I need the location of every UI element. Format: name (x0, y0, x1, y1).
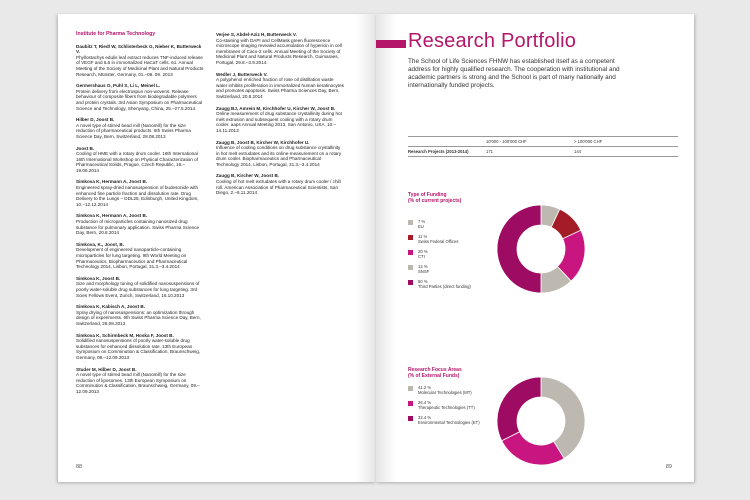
right-page (376, 14, 694, 482)
focus-donut-chart (496, 376, 586, 466)
publication-text: Influence of cooling conditions on drug substance crystallinity in hot melt extrudates and its online-measurement on a rotary drum cooler. Biopharmaceutics and Pharmaceutical Technology 2014, Lisbon, Portugal, 31.3.–3.4.2014 (216, 145, 342, 167)
legend-label: Third Parties (direct funding) (418, 284, 471, 289)
legend-label: CTI (418, 254, 425, 259)
publication-entry (76, 146, 204, 174)
publication-entry (216, 173, 344, 195)
publication-entry (76, 213, 204, 235)
page-number-left: 88 (76, 464, 83, 470)
legend-percent: 11 % (418, 234, 428, 239)
legend-swatch (408, 265, 413, 270)
legend-swatch (408, 416, 413, 421)
publication-text: A polyphenol enriched fraction of rose oil distillation waste water inhibits proliferation in immortalized human keratinocytes and promotes apoptosis. Swiss Pharma Sciences Day, Bern, Switzerland, 20.8.2014 (216, 77, 344, 99)
left-column-2 (216, 32, 344, 202)
publication-text: Production of microparticles containing nanosized drug substance for pulmonary application. Swiss Pharma Science Day, Bern, 20.8.2014 (76, 219, 200, 236)
donut-slice-environmental-technologies-et (497, 377, 541, 441)
publication-authors: Simkova K, Joost B. (76, 275, 121, 281)
focus-title (408, 367, 462, 379)
publication-entry (216, 106, 344, 134)
table-rule-bottom (408, 156, 678, 157)
funding-title-line2: (% of current projects) (408, 198, 462, 204)
legend-label: Environmental Technologies (ET) (418, 420, 480, 425)
legend-label: Therapeutic Technologies (TT) (418, 405, 475, 410)
publication-text: Engineered spray-dried nanosuspension of budesonide with enhanced fine particle fraction and dissolution rate. Drug Delivery to the Lungs – DDL25, Edinburgh, United Kingdom, 10.–12.12.2014 (76, 185, 199, 207)
legend-text (418, 415, 480, 425)
legend-text (418, 249, 428, 259)
legend-label: EU (418, 224, 424, 229)
publication-text: A novel type of stirred bead mill (Nanomill) for the size reduction of liposomes. 13th European Symposium on Comminution & Classification, Braunschweig, Germany, 09.–12.09.2013 (76, 372, 200, 394)
legend-label: SNSF (418, 269, 430, 274)
publication-list-1 (76, 44, 204, 395)
legend-label: Molecular Technologies (MT) (418, 390, 472, 395)
publication-text: Cooling of HME with a rotary drum cooler. 16th International 16th International Workshop on Physical Characterization of Pharmaceutical Solids, Prague, Czech Republic, 16.–19.06.2014 (76, 151, 198, 173)
publication-authors: Zaugg BJ, Amrein M, Kirchhofer U, Kircher W, Joost B. (216, 105, 336, 111)
publication-text: Cooling of hot melt extrudates with a rotary drum cooler / chill roll. American Association of Pharmaceutical Scientists, San Diego, 2.–6.11.2014 (216, 179, 341, 196)
funding-title-line1: Type of Funding (408, 192, 447, 198)
donut-slice-therapeutic-technologies-tt (502, 432, 564, 465)
publication-text: Spray drying of nanosuspensions: an optimization through design of experiments. 6th Swiss Pharma Science Day, Bern, Switzerland, 28.08.2013 (76, 309, 201, 326)
focus-title-line1: Research Focus Areas (408, 367, 462, 373)
publication-entry (76, 333, 204, 361)
legend-swatch (408, 220, 413, 225)
legend-percent: 50 % (418, 279, 428, 284)
publication-entry (76, 179, 204, 207)
legend-text (418, 400, 475, 410)
publication-text: Solidified nanosuspensions of poorly water-soluble drug substances for enhanced dissolution rate. 13th European Symposium on Comminution & Classification, Braunschweig, Germany, 09.–12.09.2013 (76, 338, 201, 360)
table-row-label: Research Projects (2013-2014) (408, 149, 469, 154)
publication-entry (76, 44, 204, 78)
legend-swatch (408, 235, 413, 240)
publication-text: Co-staining with DAPI and CellMask green fluorescence microscope imaging revealed accumulation of hypericin in cell membranes of Caco-2 cells. Annual Meeting of the Society of Medicinal Plant and Natural Products Research, Guimaraes, Portugal, 29.8.–3.9.2014. (216, 37, 342, 65)
publication-text: Protein delivery from electrospun non-wovens: Release behaviour of composite fibers from biodegradable polymers and protein crystals. 3rd Asian Symposium on Pharmaceutical Science and Technology, Shenyang, China, 25.–27.5.2014. (76, 88, 203, 111)
table-rule-mid (408, 146, 678, 147)
publication-entry (76, 276, 204, 298)
publication-text: A novel type of stirred bead mill (Nanomill) for the size reduction of pharmaceutical products. 6th Swiss Pharma Science Day, Bern, Switzerland, 28.08.2013 (76, 122, 191, 139)
publication-entry (216, 32, 344, 66)
publication-entry (216, 140, 344, 168)
legend-percent: 41.2 % (418, 385, 432, 390)
publication-text: Phyllostachys edulis leaf extract reduces TNF-induced release of VEGF and IL6 in immortalized HaCaT cells. 61. Annual Meeting of the Society of Medicinal Plant and Natural Products Research, Münster, Germany, 01.–06. 09. 2013 (76, 54, 204, 77)
page-number-right: 89 (665, 464, 672, 470)
institute-heading: Institute for Pharma Technology (76, 31, 156, 37)
funding-donut-chart (496, 204, 586, 294)
publication-authors: Zaugg B, Kircher W, Joost B. (216, 173, 280, 179)
publication-authors: Verjee S, Abdel-Aziz H, Butterweck V. (216, 32, 297, 37)
table-col-header-1: 10'000 - 100'000 CHF (486, 139, 527, 144)
publication-authors: Germershaus O, Puhl S, Li L, Meinel L. (76, 83, 161, 89)
legend-swatch (408, 280, 413, 285)
publication-authors: Simkova, K., Joost, B. (76, 241, 124, 247)
publication-authors: Hilber D, Joost B. (76, 117, 115, 123)
publication-text: Development of engineered nanoparticle-containing microparticles for lung targeting. 9th World Meeting on Pharmaceutics, Biopharmaceutics and Pharmaceutical Technology 2014, Lisbon, Portugal, 31.3.–3.4.2014 (76, 247, 188, 270)
publication-entry (76, 117, 204, 139)
focus-title-line2: (% of External Funds) (408, 373, 460, 379)
accent-bar (376, 40, 406, 48)
publication-authors: Simkova K, Hermann A, Joost B. (76, 179, 148, 185)
legend-text (418, 264, 429, 274)
gutter-shadow-right (376, 14, 396, 482)
publication-authors: Wedler J, Butterweck V. (216, 71, 268, 77)
legend-text (418, 219, 425, 229)
legend-swatch (408, 401, 413, 406)
publication-list-2 (216, 32, 344, 196)
legend-percent: 12 % (418, 264, 428, 269)
publication-authors: Zaugg B, Joost B, Kircher W, Kirchhofer U. (216, 139, 310, 145)
publication-authors: Simkova K, Hermann A, Joost B. (76, 213, 148, 219)
table-rule-top (408, 136, 678, 137)
publication-text: Size and morphology tuning of solidified nanosuspensions of poorly water-soluble drug substances for lung targeting. 3rd Scies Fellows Event, Zurich, Switzerland, 16.10.2013 (76, 281, 200, 298)
publication-authors: Simkova K, Schirmbeck M, Hoska F, Joost B. (76, 332, 174, 338)
left-page (58, 14, 376, 482)
table-value-1: 171 (486, 149, 493, 154)
publication-entry (76, 367, 204, 395)
legend-swatch (408, 386, 413, 391)
table-col-header-2: > 100'000 CHF (574, 139, 603, 144)
legend-percent: 26.4 % (418, 400, 432, 405)
publication-entry (216, 72, 344, 100)
publication-entry (76, 83, 204, 111)
publication-authors: Joost B. (76, 145, 95, 151)
publication-authors: Studer M, Hilber D, Joost B. (76, 366, 137, 372)
donut-slice-third-parties-direct-funding (497, 205, 541, 293)
publication-authors: Simkova K, Kabisch A, Joost B. (76, 304, 146, 310)
page-title: Research Portfolio (408, 30, 577, 52)
left-column-1 (76, 32, 204, 400)
legend-label: Swiss Federal Offices (418, 239, 459, 244)
publication-text: Online measurement of drug substance crystallinity during hot melt extrusion and subsequent cooling with a rotary drum cooler. aaps Annual Meeting 2013, San Antonio, USA, 10.–14.11.2013 (216, 111, 342, 133)
legend-swatch (408, 250, 413, 255)
legend-percent: 32.4 % (418, 415, 432, 420)
legend-percent: 7 % (418, 219, 426, 224)
publication-authors: Daubitz T, Riedl W, Schlisterbeck G, Nieber K, Butterweck V. (76, 43, 202, 55)
publication-entry (76, 242, 204, 270)
legend-text (418, 234, 458, 244)
legend-percent: 20 % (418, 249, 428, 254)
intro-text: The School of Life Sciences FHNW has established itself as a competent address for highly qualified research. The cooperation with institutional and academic partners is strong and the School is part of many nationally and internationally funded projects. (408, 58, 620, 89)
table-value-2: 144 (574, 149, 581, 154)
publication-entry (76, 304, 204, 326)
gutter-shadow-left (356, 14, 376, 482)
legend-text (418, 385, 472, 395)
legend-text (418, 279, 471, 289)
funding-title (408, 192, 461, 204)
